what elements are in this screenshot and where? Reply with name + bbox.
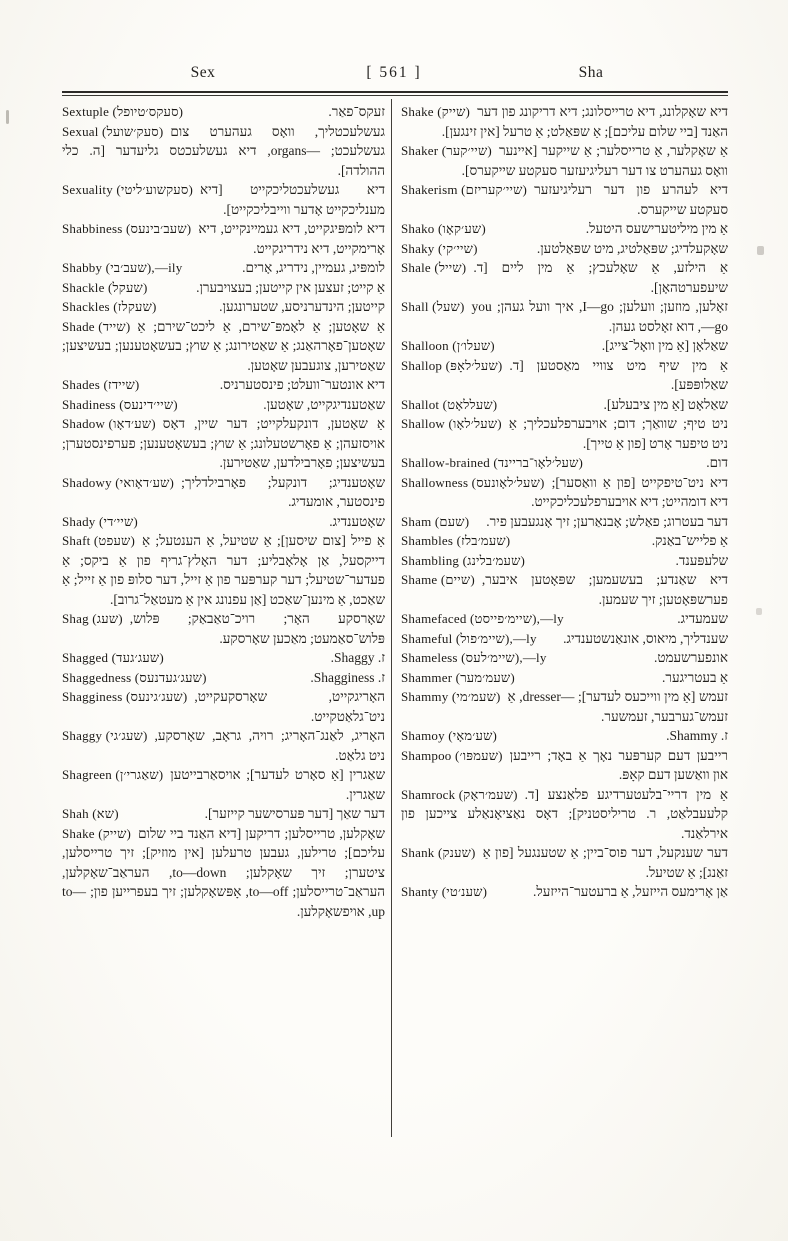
entry-definition: אַ שאָקלער, אַ טרייסלער; אַ שייקער [איינער וואָס געהערט צו דער רעליגיעזער סעקטע שייקערס]. xyxy=(461,143,728,178)
column-divider-rule xyxy=(391,99,392,1137)
entry-headword: Shagginess (שעג׳גינעס) xyxy=(62,689,188,704)
entry-headword: Shako (שע׳קאָו) xyxy=(401,221,486,236)
entry-headword: Shallop (שעל׳לאָפּ) xyxy=(401,357,503,373)
entry-definition: אַ פלייש־באַנק. xyxy=(651,533,728,548)
dictionary-entry xyxy=(62,375,385,395)
dictionary-entry xyxy=(401,882,728,902)
dictionary-column-left xyxy=(62,102,385,921)
entry-headword: Shallowness (שעל׳לאָונעס) xyxy=(401,474,545,490)
entry-definition: אַ פייל [צום שיסען]; אַ שטיעל, אַ הענטעל; אַ דייקסעל, אַן אָלאָבליע; דער האָלץ־גריף פון אַ ביקס; אַ פעדער־שטיעל; דער קערפּער פון אַ זייל, דער סלופּ פון אַ זייל; אַ שאַכט, אַ מינען־שאַכט [אַן עפנונג אין אַ מעטאַל־גרוב]. xyxy=(62,533,385,607)
entry-definition: אַ מין מיליטערישעס היטעל. xyxy=(585,221,728,236)
entry-definition: געשלעכטליך, וואָס געהערט צום געשלעכט; —organs, דיא געשלעכטס גליעדער [ה. כלי ההולדה]. xyxy=(62,123,385,178)
running-head-right: Sha xyxy=(578,64,604,81)
entry-headword: Shambles (שעמ׳בלז) xyxy=(401,533,511,548)
page-number: [ 561 ] xyxy=(366,64,422,81)
entry-definition: דיא שאַנדע; בעשעמען; שפּאָטען איבער, פערשפּאָטען; זיך שעמען. xyxy=(481,572,728,607)
entry-headword: Shamoy (שע׳מאָי) xyxy=(401,728,498,743)
dictionary-entry xyxy=(62,278,385,298)
entry-definition: דיא ניט־טיפקייט [פון אַ וואַסער]; דיא דומהייט; דיא אויבערפלעכליכקייט. xyxy=(531,474,728,509)
entry-headword: Shagged (שעג׳געד) xyxy=(62,650,164,665)
dictionary-entry xyxy=(62,473,385,512)
dictionary-entry xyxy=(62,297,385,317)
entry-definition: אַ מין דריי־בלעטערדיגע פלאַנצע [ד. קלעעבלאַט, ר. טריליסטניק]; דאָס נאַציאָנאַלע צייכען פון אירלאַנד. xyxy=(401,786,728,841)
entry-headword: Shame (שיים) xyxy=(401,572,475,587)
dictionary-entry xyxy=(62,687,385,726)
entry-definition: זעמש [אַ מין ווייכעס לעדער]; —dresser, אַ זעמש־גערבער, זעמשער. xyxy=(507,689,728,724)
dictionary-entry xyxy=(401,726,728,746)
entry-definition: דיא אונטער־וועלט; פינסטערניס. xyxy=(219,377,385,392)
dictionary-entry xyxy=(62,668,385,688)
entry-headword: Sextuple (סעקס׳טיופל) xyxy=(62,104,184,119)
dictionary-entry xyxy=(62,512,385,532)
dictionary-entry xyxy=(401,629,728,649)
dictionary-entry xyxy=(401,843,728,882)
running-head-left: Sex xyxy=(190,64,216,81)
scan-artifact xyxy=(757,246,764,255)
dictionary-entry xyxy=(62,395,385,415)
entry-headword: Shakerism (שיי׳קעריזם) xyxy=(401,182,528,197)
dictionary-entry xyxy=(401,746,728,785)
dictionary-entry xyxy=(401,570,728,609)
entry-definition: דער בעטרוג; פאַלש; אָבנאַרען; זיך אָנגעבען פיר. xyxy=(486,513,728,529)
entry-headword: Shadow (שע׳דאָו) xyxy=(62,416,156,431)
dictionary-entry xyxy=(62,258,385,278)
entry-definition: זעקס־פאַר. xyxy=(328,104,385,119)
entry-definition: אַ שאָטען; אַ לאָמפּ־שירם, אַ ליכט־שירם; אַ שאָטען־פאָרהאַנג; אַ שאַטירונג; אַ שוץ; בעשאָטענען; בעשיצען; שאַטירען, צוגעבען שאָטען. xyxy=(62,318,385,373)
dictionary-entry xyxy=(401,395,728,415)
dictionary-entry xyxy=(401,414,728,453)
entry-headword: Shagreen (שאַגרי׳ן) xyxy=(62,767,164,782)
entry-definition: שאָקלען, טרייסלען; דריקען [דיא האַנד ביי שלום עליכם]; טרילען, געבען טרעלען [אין מוזיק]; זיך טרייסלען, ציטערן; זיך שאָקלען; to—down, העראַב־שאָקלען, העראַב־טרייסלען; to—off, אָפּשאָקלען; זיך בעפרייען פון; to—up, אויפשאָקלען. xyxy=(62,825,386,919)
dictionary-entry xyxy=(401,512,728,532)
entry-headword: Shaker (שיי׳קער) xyxy=(401,143,492,158)
entry-headword: Shabby (שעב׳בי),—ily xyxy=(62,260,183,275)
entry-headword: Shackle (שעקל) xyxy=(62,279,148,295)
entry-headword: Shaggy (שעג׳גי) xyxy=(62,728,148,743)
dictionary-entry xyxy=(62,102,385,122)
entry-definition: אַ שאָטען, דונקעלקייט; דער שיין, דאָס אויסזעהן; אַ פאָרשטעלונג; אַ שוץ; בעשאָטענען; פערפינסטערן; בעשיצען; פאָרבילדען, שאַטירען. xyxy=(62,416,385,470)
entry-headword: Shaft (שעפט) xyxy=(62,533,135,548)
entry-headword: Shale (שייל) xyxy=(401,260,467,275)
dictionary-entry xyxy=(401,239,728,259)
dictionary-entry xyxy=(401,180,728,219)
dictionary-entry xyxy=(401,648,728,668)
entry-definition: אַן אָרימעס הייזעל, אַ ברעטער־הייזעל. xyxy=(533,884,728,899)
entry-definition: ז. Shammy. xyxy=(666,728,728,743)
dictionary-entry xyxy=(62,648,385,668)
entry-definition: דיא לומפּיגקייט, דיא געמיינקייט, דיא אָרימקייט, דיא נידריגקייט. xyxy=(198,221,385,256)
entry-definition: אַ קייט; זעצען אין קייטען; בעצויבערן. xyxy=(196,279,385,295)
entry-definition: זאָלען, מוזען; וועלען; I—go, איך וועל געהן; you—go, דוא זאָלסט געהן. xyxy=(471,299,728,334)
entry-definition: אַ מין שיף מיט צוויי מאַסטען [ד. שאַלופּפּע]. xyxy=(509,357,728,392)
entry-definition: שאָטענדיג; דונקעל; פאָרבילדליך; פינסטער, אומעדיג. xyxy=(181,474,385,509)
entry-headword: Shackles (שעקלז) xyxy=(62,299,157,314)
entry-headword: Shallow-brained (שעל׳לאָו־בריינד) xyxy=(401,455,584,470)
dictionary-entry xyxy=(62,726,385,765)
entry-headword: Shallot (שעללאָט) xyxy=(401,396,498,412)
entry-definition: אַ הילזע, אַ שאָלעכץ; אַ מין ליים [ד. שיעפערטהאָן]. xyxy=(473,260,728,295)
dictionary-entry xyxy=(401,336,728,356)
entry-headword: Sexual (סעק׳שועל) xyxy=(62,123,164,139)
dictionary-entry xyxy=(401,297,728,336)
entry-definition: ניט טיף; שוואַך; דום; אויבערפלעכליך; אַ ניט טיפער אָרט [פון אַ טייך]. xyxy=(508,416,728,451)
entry-definition: ז. Shaggy. xyxy=(330,650,385,665)
scan-artifact xyxy=(6,110,9,124)
entry-headword: Shades (שיידז) xyxy=(62,377,140,392)
dictionary-entry xyxy=(62,765,385,804)
entry-headword: Shanty (שענ׳טי) xyxy=(401,884,488,899)
dictionary-entry xyxy=(401,141,728,180)
entry-definition: דיא לעהרע פון דער רעליגיעזער סעקטע שייקערס. xyxy=(534,182,728,217)
entry-definition: שאַגרין [אַ סאָרט לעדער]; אויסאַרבייטען שאַגרין. xyxy=(170,767,385,802)
entry-definition: האָריג, לאַנג־האָריג; רויה, גראָב, שאָרסקע, ניט גלאַט. xyxy=(154,728,385,763)
entry-headword: Shamrock (שעמ׳ראָק) xyxy=(401,786,518,802)
entry-definition: שלעפּענד. xyxy=(675,552,728,568)
entry-headword: Shabbiness (שעב׳בינעס) xyxy=(62,221,192,236)
dictionary-entry xyxy=(401,668,728,688)
entry-definition: דיא שאָקלונג, דיא טרייסלונג; דיא דריקונג פון דער האַנד [ביי שלום עליכם]; אַ שפּאַלט; אַ טרעל [אין זינגען]. xyxy=(441,104,728,139)
dictionary-entry xyxy=(62,180,385,219)
dictionary-entry xyxy=(401,609,728,629)
entry-headword: Shady (שיי׳די) xyxy=(62,513,138,529)
dictionary-entry xyxy=(62,609,385,648)
entry-headword: Shag (שעג) xyxy=(62,611,123,626)
dictionary-entry xyxy=(62,122,385,181)
entry-headword: Shall (שעל) xyxy=(401,299,465,314)
dictionary-entry xyxy=(62,531,385,609)
entry-headword: Shaggedness (שעג׳געדנעס) xyxy=(62,669,207,685)
dictionary-entry xyxy=(401,785,728,844)
entry-headword: Shamefaced (שיימ׳פייסט),—ly xyxy=(401,611,564,626)
scan-artifact xyxy=(756,608,762,615)
entry-headword: Shammy (שעמ׳מי) xyxy=(401,689,501,704)
entry-definition: שאַלאָן [אַ מין וואָל־צייג]. xyxy=(601,338,728,353)
entry-definition: דיא געשלעכטליכקייט [דיא מענליכקייט אָדער ווייבליכקייט]. xyxy=(199,182,385,217)
entry-headword: Shank (שענק) xyxy=(401,845,476,860)
entry-headword: Shadiness (שיי׳דינעס) xyxy=(62,396,178,412)
entry-headword: Shameful (שיימ׳פול),—ly xyxy=(401,630,537,646)
entry-definition: ז. Shagginess. xyxy=(310,669,385,685)
entry-definition: אונפערשעמט. xyxy=(653,650,728,665)
dictionary-entry xyxy=(62,414,385,473)
entry-headword: Shameless (שיימ׳לעס),—ly xyxy=(401,650,547,665)
entry-definition: רייבען דעם קערפּער נאָך אַ באָד; רייבען און וואַשען דעם קאָפּ. xyxy=(509,747,728,782)
entry-headword: Sham (שעם) xyxy=(401,513,470,529)
entry-headword: Shake (שייק) xyxy=(62,825,132,841)
entry-definition: לומפּיג, געמיין, נידריג, אָרים. xyxy=(242,260,385,275)
entry-definition: שאַלאָט [אַ מין ציבעלע]. xyxy=(603,396,728,412)
dictionary-entry xyxy=(62,219,385,258)
dictionary-entry xyxy=(401,531,728,551)
entry-headword: Shallow (שעל׳לאָו) xyxy=(401,416,502,431)
entry-definition: שעמעדיג. xyxy=(677,611,728,626)
dictionary-entry xyxy=(401,473,728,512)
entry-headword: Sexuality (סעקשוע׳ליטי) xyxy=(62,182,193,197)
dictionary-entry xyxy=(401,102,728,141)
entry-headword: Shalloon (שעלו׳ן) xyxy=(401,338,495,353)
entry-headword: Shadowy (שע׳דאָואי) xyxy=(62,474,175,490)
dictionary-entry xyxy=(401,551,728,571)
dictionary-entry xyxy=(401,219,728,239)
entry-definition: האָריגקייט, שאָרסקעקייט, ניט־גלאַטקייט. xyxy=(194,689,385,724)
entry-definition: קייטען; הינדערניסע, שטערונגען. xyxy=(219,299,385,314)
dictionary-entry xyxy=(401,453,728,473)
dictionary-entry xyxy=(62,824,385,922)
entry-definition: שאָקעלדיג; שפּאַלטיג, מיט שפּאַלטען. xyxy=(536,240,728,256)
entry-definition: דער שאַך [דער פּערסישער קייזער]. xyxy=(204,806,385,821)
entry-headword: Shambling (שעמ׳בלינג) xyxy=(401,552,525,568)
header-double-rule xyxy=(62,91,728,96)
entry-headword: Shah (שא) xyxy=(62,806,119,821)
entry-headword: Shake (שייק) xyxy=(401,104,471,119)
entry-headword: Shaky (שיי׳קי) xyxy=(401,240,478,256)
entry-headword: Shammer (שעמ׳מער) xyxy=(401,669,515,685)
dictionary-entry xyxy=(62,317,385,376)
entry-headword: Shade (שייד) xyxy=(62,318,131,334)
entry-definition: שאָרסקע האָר; רויכ־טאַבאַק; פּלוש, פּלוש־סאַמעט; מאַכען שאָרסקע. xyxy=(129,611,385,646)
entry-headword: Shampoo (שעמפּו׳) xyxy=(401,747,503,763)
entry-definition: שאַטענדיגקייט, שאָטען. xyxy=(263,396,385,412)
entry-definition: אַ בעטריגער. xyxy=(661,669,728,685)
dictionary-entry xyxy=(401,356,728,395)
entry-definition: דום. xyxy=(706,455,728,470)
entry-definition: שאָטענדיג. xyxy=(329,513,385,529)
dictionary-entry xyxy=(401,258,728,297)
entry-definition: דער שענקעל, דער פוס־ביין; אַ שטענגעל [פון אַ זאַנג]; אַ שטיעל. xyxy=(482,845,728,880)
dictionary-entry xyxy=(401,687,728,726)
entry-definition: שענדליך, מיאוס, אונאַנשטענדיג. xyxy=(563,630,728,646)
dictionary-entry xyxy=(62,804,385,824)
dictionary-column-right xyxy=(401,102,728,902)
